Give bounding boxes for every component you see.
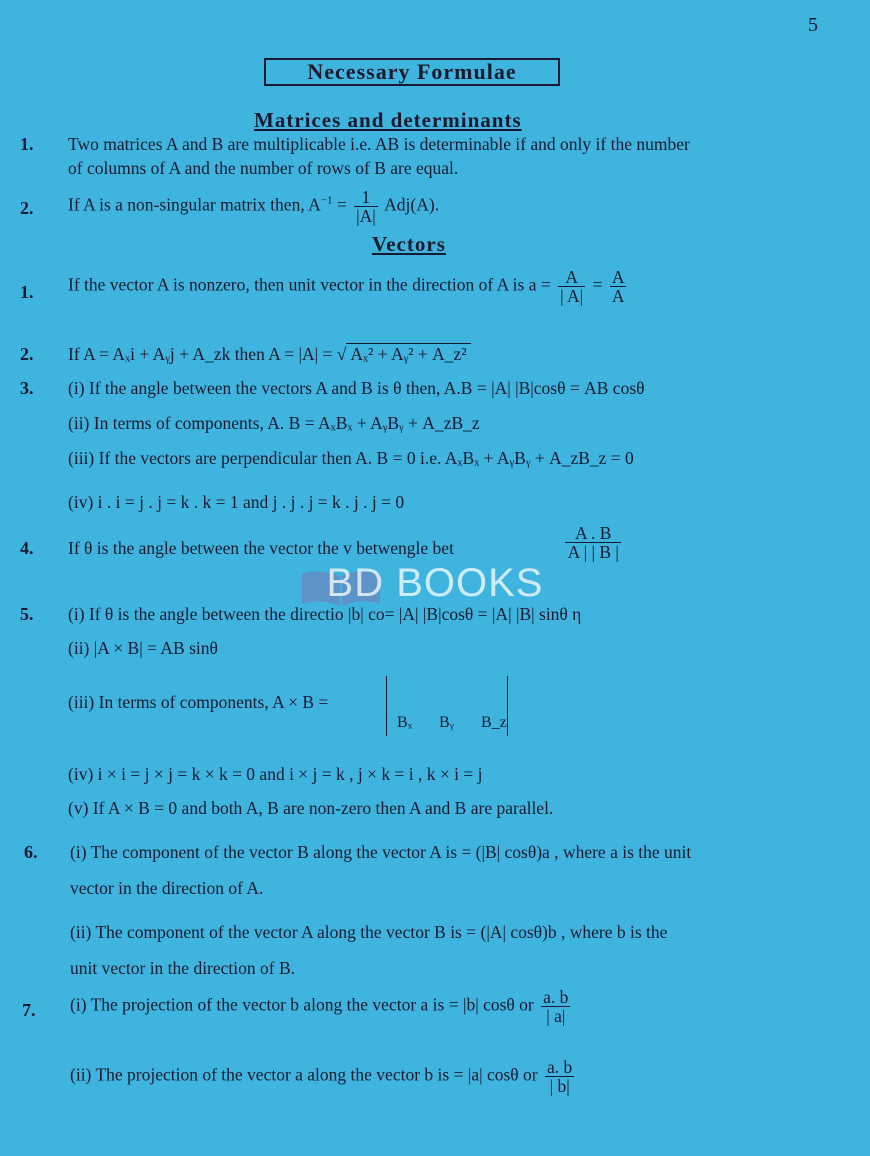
projection-fraction xyxy=(541,988,570,1025)
fraction-denominator: | A| xyxy=(560,286,584,306)
fraction-numerator: a. b xyxy=(547,1057,573,1077)
magnitude-text: If A = Aₓi + Aᵧj + A_zk then A = |A| = xyxy=(68,344,333,364)
inverse-text: If A is a non-singular matrix then, A xyxy=(68,194,321,215)
vector-rule-2 xyxy=(68,344,471,365)
inverse-fraction xyxy=(354,188,378,225)
matrix-rule-2 xyxy=(68,188,439,225)
item-number: 5. xyxy=(20,604,34,624)
adjoint-text: Adj(A). xyxy=(384,194,440,215)
component-rule-i-line-2: vector in the direction of A. xyxy=(70,878,264,898)
angle-between-vectors-rule: If θ is the angle between the vector the v betwengle bet xyxy=(68,538,454,558)
item-number: 1. xyxy=(20,134,34,154)
fraction-denominator: | a| xyxy=(546,1006,566,1026)
dot-product-rule-iii: (iii) If the vectors are perpendicular then A. B = 0 i.e. AₓBₓ + AᵧBᵧ + A_zB_z = 0 xyxy=(68,448,634,468)
fraction-numerator: A . B xyxy=(565,524,621,543)
section-vectors-heading: Vectors xyxy=(372,232,446,256)
cross-product-rule-v: (v) If A × B = 0 and both A, B are non-zero then A and B are parallel. xyxy=(68,798,554,818)
det-by: Bᵧ xyxy=(439,714,454,731)
component-rule-ii-line-2: unit vector in the direction of B. xyxy=(70,958,296,978)
cross-product-rule-ii: (ii) |A × B| = AB sinθ xyxy=(68,638,218,658)
fraction-denominator: A | | B | xyxy=(567,542,619,562)
fraction-numerator: A xyxy=(558,268,585,287)
equals-sign: = xyxy=(336,194,347,215)
vector-rule-1 xyxy=(68,268,629,305)
component-rule-ii-line-1: (ii) The component of the vector A along the vector B is = (|A| cosθ)b , where b is the xyxy=(70,922,668,942)
item-number: 2. xyxy=(20,344,34,364)
unit-vector-fraction-1 xyxy=(558,268,585,305)
dot-product-rule-i: (i) If the angle between the vectors A and B is θ then, A.B = |A| |B|cosθ = AB cosθ xyxy=(68,378,645,398)
item-number: 3. xyxy=(20,378,34,398)
item-number: 7. xyxy=(22,1000,36,1020)
item-number: 6. xyxy=(24,842,38,862)
item-number: 1. xyxy=(20,282,34,302)
item-number: 2. xyxy=(20,198,34,218)
dot-product-rule-ii: (ii) In terms of components, A. B = AₓBₓ + AᵧBᵧ + A_zB_z xyxy=(68,413,480,433)
unit-vector-fraction-2 xyxy=(610,268,627,305)
sqrt-symbol: √ xyxy=(336,344,347,364)
unit-vector-text: If the vector A is nonzero, then unit vector in the direction of A is a = xyxy=(68,274,551,295)
projection-rule-i xyxy=(70,988,573,1025)
fraction-denominator: | b| xyxy=(549,1076,570,1096)
matrix-rule-1-line-2: of columns of A and the number of rows of B are equal. xyxy=(68,158,459,178)
projection-rule-ii xyxy=(70,1058,577,1095)
sqrt-radicand: Aₓ² + Aᵧ² + A_z² xyxy=(346,343,470,364)
fraction-numerator: a. b xyxy=(543,987,569,1007)
projection-text: (ii) The projection of the vector a along the vector b is = |a| cosθ or xyxy=(70,1064,538,1085)
section-matrices-heading: Matrices and determinants xyxy=(254,108,522,132)
cross-product-rule-i: (i) If θ is the angle between the directio |b| co= |A| |B|cosθ = |A| |B| sinθ η xyxy=(68,604,582,624)
component-rule-i-line-1: (i) The component of the vector B along the vector A is = (|B| cosθ)a , where a is the unit xyxy=(70,842,692,862)
dot-product-rule-iv: (iv) i . i = j . j = k . k = 1 and j . j . j = k . j . j = 0 xyxy=(68,492,405,512)
determinant xyxy=(386,676,508,736)
item-number: 4. xyxy=(20,538,34,558)
page-number: 5 xyxy=(808,14,818,36)
watermark-text: BD BOOKS xyxy=(326,561,544,605)
fraction-numerator: 1 xyxy=(354,188,378,207)
cross-product-rule-iv: (iv) i × i = j × j = k × k = 0 and i × j = k , j × k = i , k × i = j xyxy=(68,764,483,784)
page-title: Necessary Formulae xyxy=(264,58,560,86)
cross-product-rule-iii: (iii) In terms of components, A × B = xyxy=(68,692,329,712)
det-bx: Bₓ xyxy=(397,714,413,731)
inverse-superscript: −1 xyxy=(320,194,333,207)
fraction-denominator: A xyxy=(611,286,625,306)
projection-text: (i) The projection of the vector b along the vector a is = |b| cosθ or xyxy=(70,994,534,1015)
equals-sign: = xyxy=(592,274,603,295)
projection-fraction xyxy=(545,1058,574,1095)
matrix-rule-1-line-1: Two matrices A and B are multiplicable i.e. AB is determinable if and only if the number xyxy=(68,134,690,154)
fraction-numerator: A xyxy=(611,267,625,287)
det-bz: B_z xyxy=(481,714,507,731)
fraction-denominator: |A| xyxy=(356,206,376,226)
